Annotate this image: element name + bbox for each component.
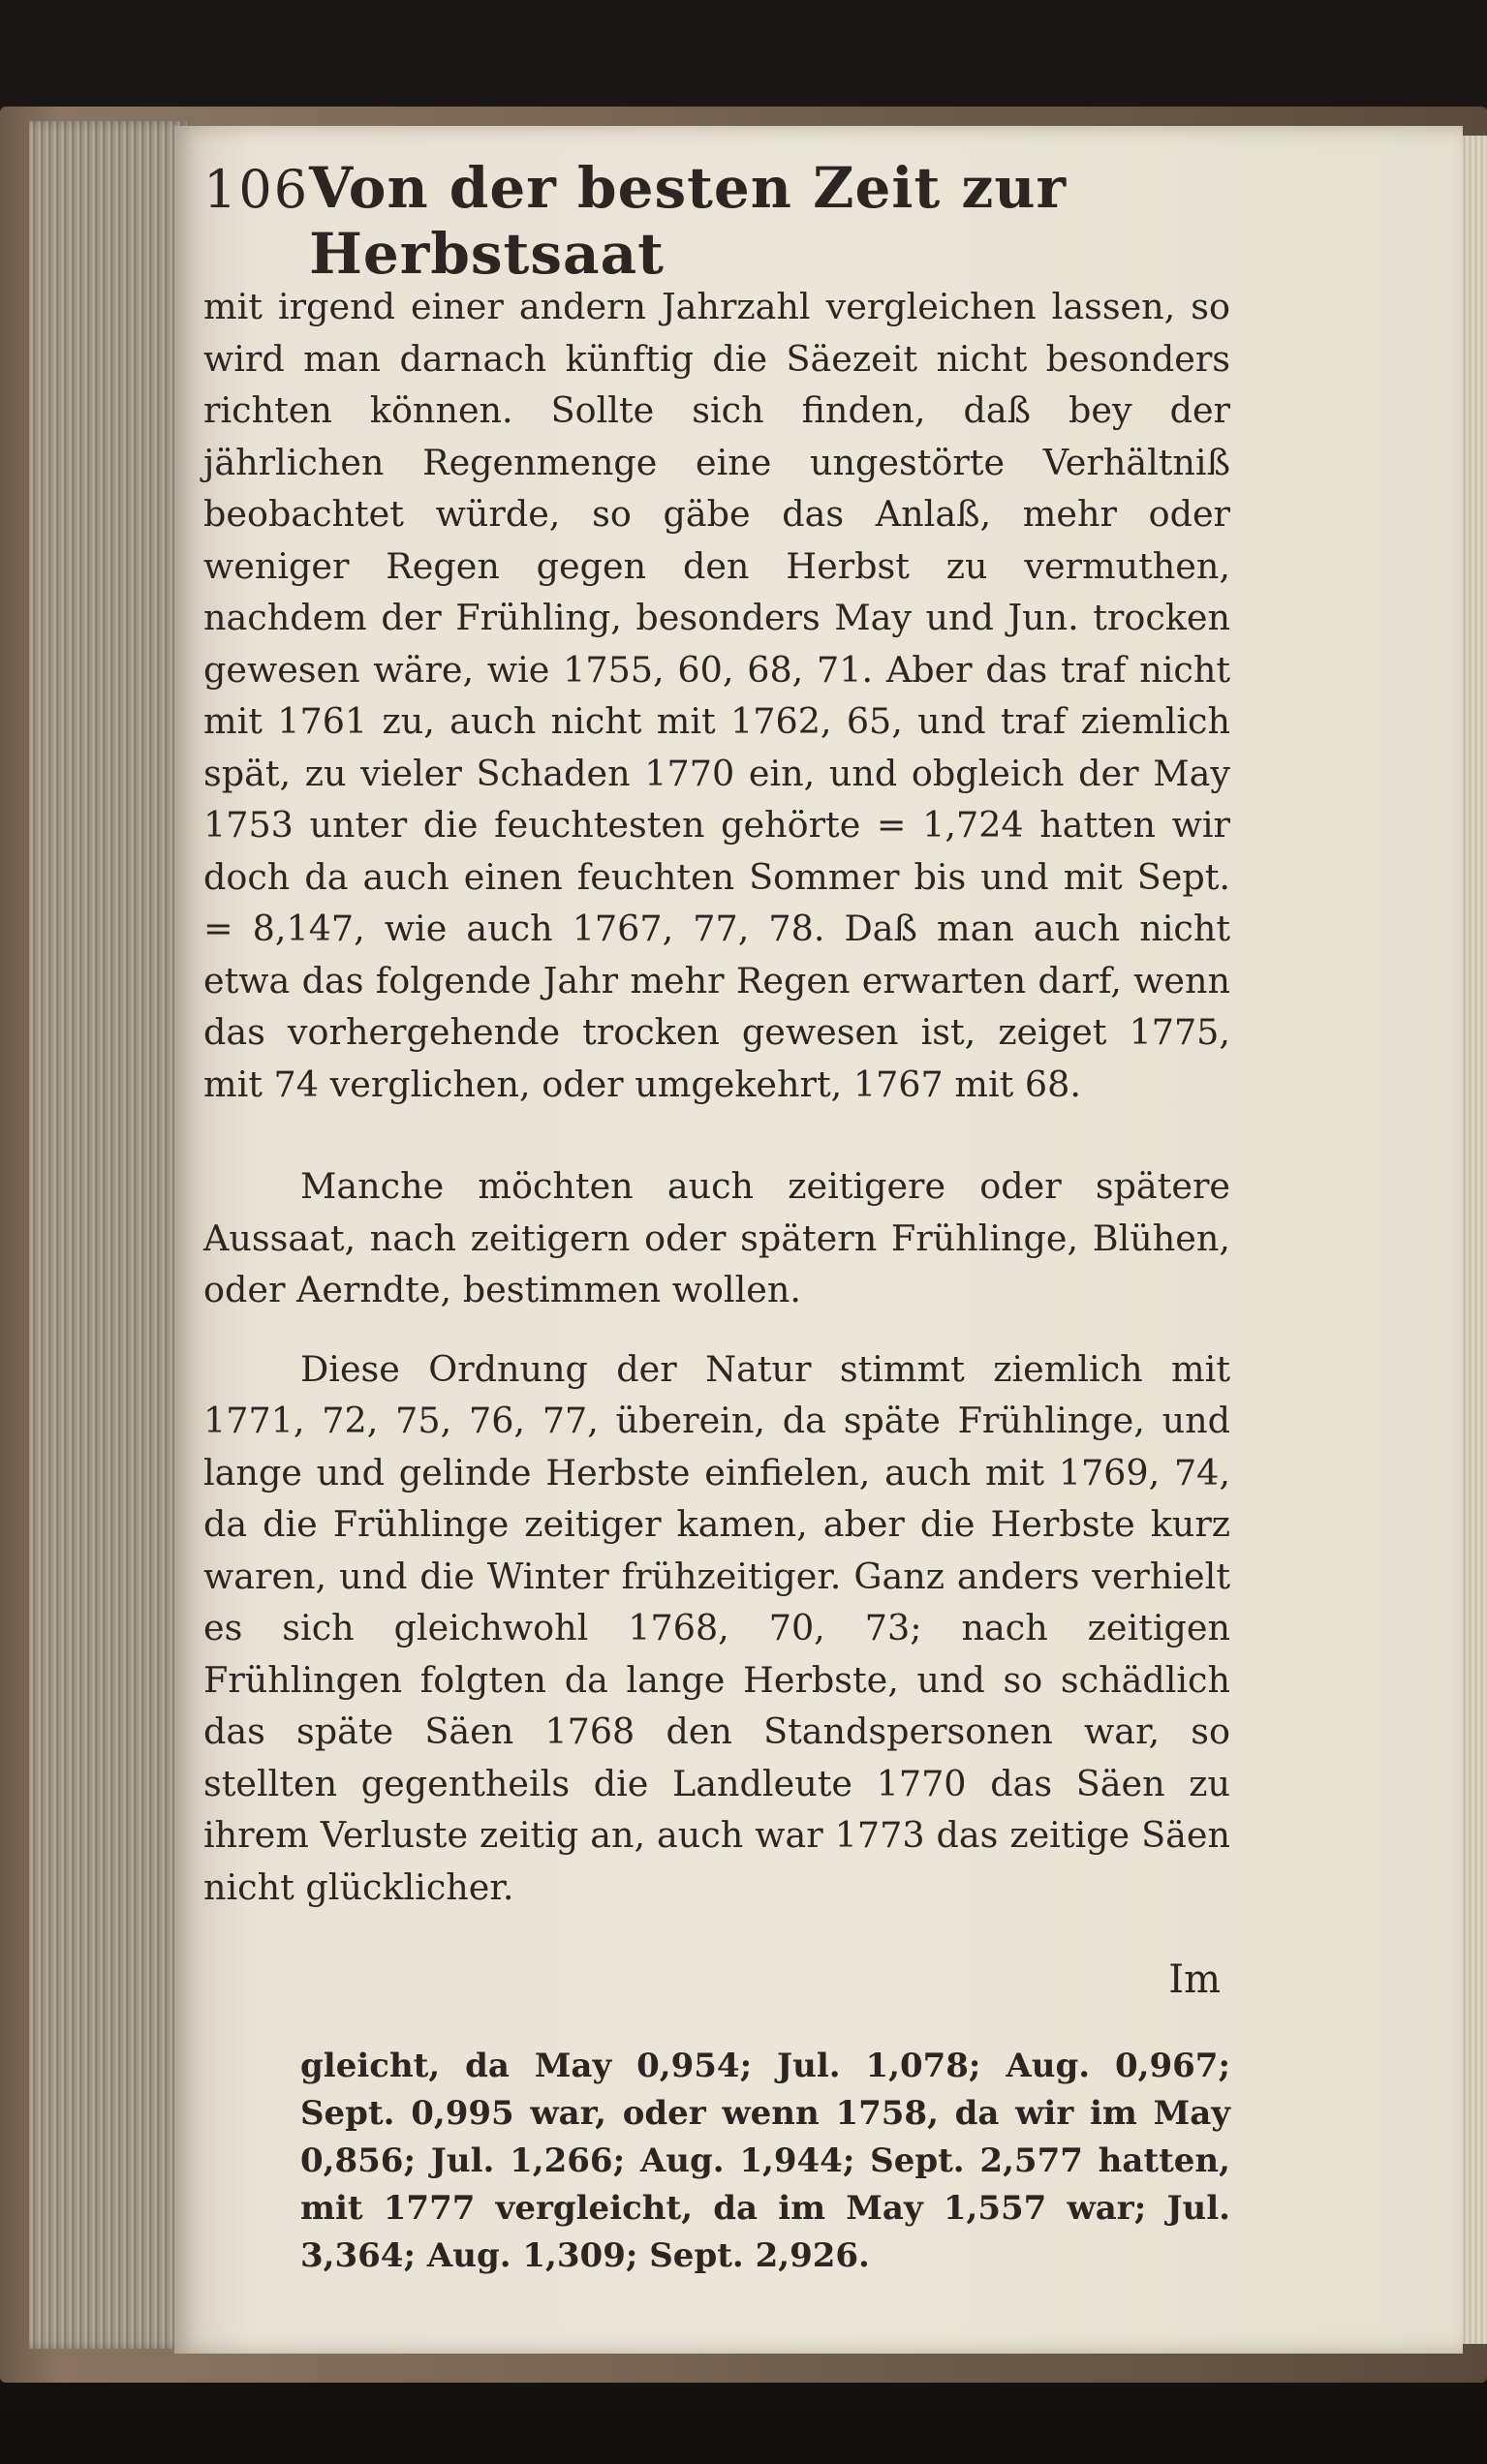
page-edges-left [29,121,189,2349]
page-content [203,155,1230,2280]
footnote: gleicht, da May 0,954; Jul. 1,078; Aug. 0,967; Sept. 0,995 war, oder wenn 1758, da wir im May 0,856; Jul. 1,266; Aug. 1,944; Sept. 2,577 hatten, mit 1777 vergleicht, da im May 1,557 war; Jul. 3,364; Aug. 1,309; Sept. 2,926. [300,2047,1230,2275]
paragraph-diese-ordnung: Diese Ordnung der Natur stimmt ziemlich mit 1771, 72, 75, 76, 77, überein, da späte Frühlinge, und lange und gelinde Herbste einfielen, auch mit 1769, 74, da die Frühlinge zeitiger kamen, aber die Herbste kurz waren, und die Winter frühzeitiger. Ganz anders verhielt es sich gleichwohl 1768, 70, 73; nach zeitigen Frühlingen folgten da lange Herbste, und so schädlich das späte Säen 1768 den Standspersonen war, so stellten gegentheils die Landleute 1770 das Säen zu ihrem Verluste zeitig an, auch war 1773 das zeitige Säen nicht glücklicher. [203,1347,1230,1908]
body-text [203,281,1230,1913]
page-header [203,155,1230,287]
catchword: Im [1168,1957,1221,2002]
paragraph-manche: Manche möchten auch zeitigere oder spätere Aussaat, nach zeitigern oder spätern Frühlinge, Blühen, oder Aerndte, bestimmen wollen. [203,1165,1230,1310]
running-title: Von der besten Zeit zur Herbstsaat [309,155,1068,287]
page-number: 106 [203,159,310,220]
paragraph-continuation: mit irgend einer andern Jahrzahl vergleichen lassen, so wird man darnach künftig die Säezeit nicht besonders richten können. Sollte sich finden, daß bey der jährlichen Regenmenge eine ungestörte Verhältniß beobachtet würde, so gäbe das Anlaß, mehr oder weniger Regen gegen den Herbst zu vermuthen, nachdem der Frühling, besonders May und Jun. trocken gewesen wäre, wie 1755, 60, 68, 71. Aber das traf nicht mit 1761 zu, auch nicht mit 1762, 65, und traf ziemlich spät, zu vieler Schaden 1770 ein, und obgleich der May 1753 unter die feuchtesten gehörte = 1,724 hatten wir doch da auch einen feuchten Sommer bis und mit Sept. = 8,147, wie auch 1767, 77, 78. Daß man auch nicht etwa das folgende Jahr mehr Regen erwarten darf, wenn das vorhergehende trocken gewesen ist, zeiget 1775, mit 74 verglichen, oder umgekehrt, 1767 mit 68. [203,286,1230,1105]
